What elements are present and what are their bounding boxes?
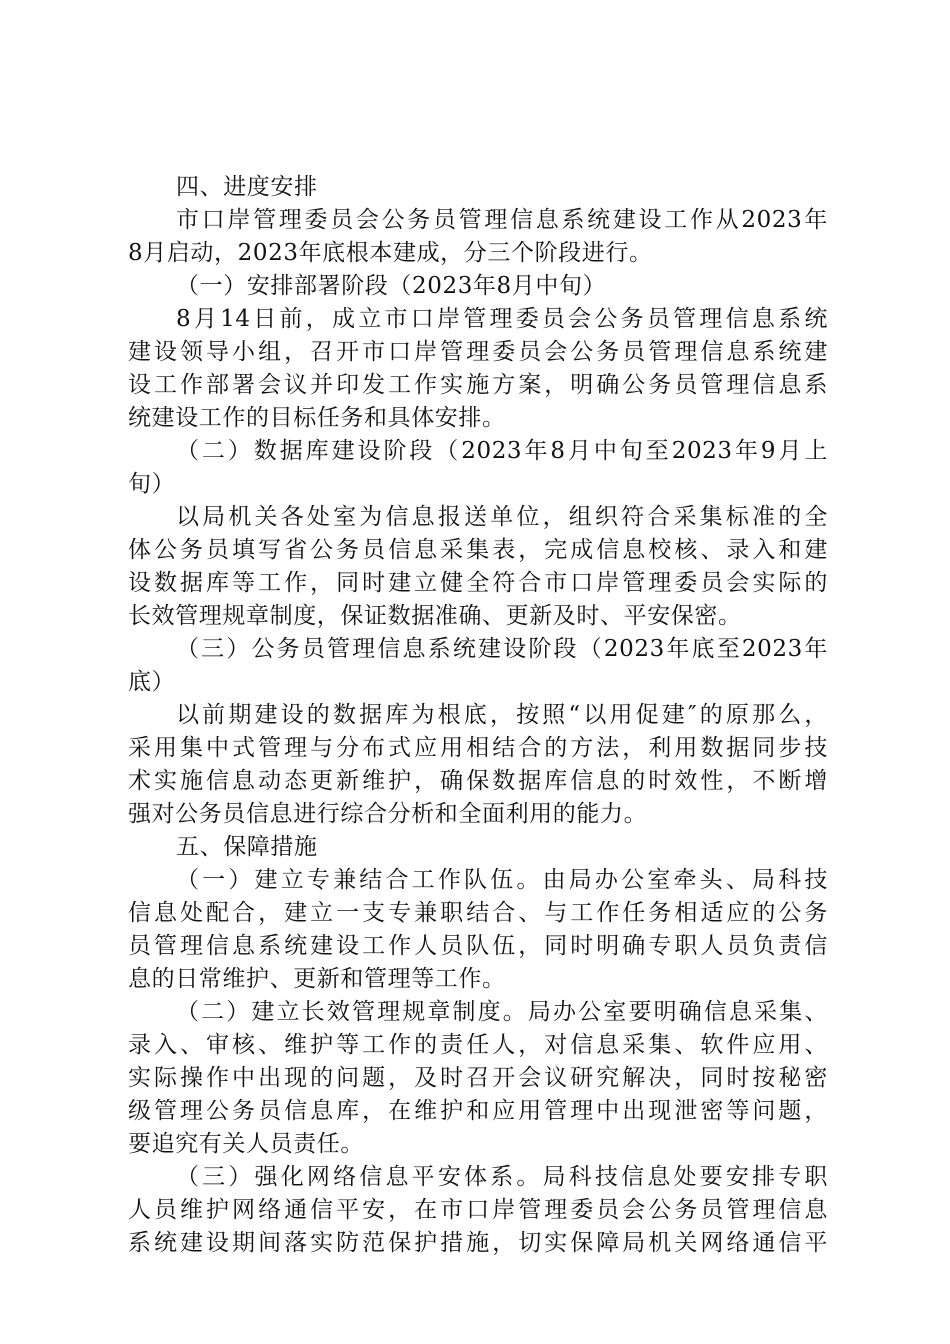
paragraph-line: 旬） [128, 471, 176, 497]
paragraph-line: 8月14日前，成立市口岸管理委员会公务员管理信息系统 [176, 306, 828, 332]
paragraph-line: 术实施信息动态更新维护，确保数据库信息的时效性，不断增 [128, 768, 828, 794]
paragraph-line: 员管理信息系统建设工作人员队伍，同时明确专职人员负责信 [128, 933, 828, 959]
paragraph-line: 实际操作中出现的问题，及时召开会议研究解决，同时按秘密 [128, 1065, 828, 1091]
section-heading-schedule: 四、进度安排 [176, 174, 318, 200]
paragraph-line: 以局机关各处室为信息报送单位，组织符合采集标准的全 [176, 504, 828, 530]
paragraph-line: 长效管理规章制度，保证数据准确、更新及时、平安保密。 [128, 603, 742, 629]
paragraph-line: 底） [128, 669, 176, 695]
paragraph-line: （二）建立长效管理规章制度。局办公室要明确信息采集、 [176, 999, 828, 1025]
subheading-phase-1: （一）安排部署阶段（2023年8月中旬） [176, 273, 607, 299]
paragraph-line: 信息处配合，建立一支专兼职结合、与工作任务相适应的公务 [128, 900, 828, 926]
paragraph-line: 息的日常维护、更新和管理等工作。 [128, 966, 506, 992]
paragraph-line: 系统建设期间落实防范保护措施，切实保障局机关网络通信平 [128, 1230, 828, 1256]
section-heading-measures: 五、保障措施 [176, 834, 318, 860]
paragraph-line: 8月启动，2023年底根本建成，分三个阶段进行。 [128, 240, 653, 266]
paragraph-line: （三）强化网络信息平安体系。局科技信息处要安排专职 [176, 1164, 828, 1190]
paragraph-line: 设工作部署会议并印发工作实施方案，明确公务员管理信息系 [128, 372, 828, 398]
paragraph-line: （一）建立专兼结合工作队伍。由局办公室牵头、局科技 [176, 867, 828, 893]
paragraph-line: 市口岸管理委员会公务员管理信息系统建设工作从2023年 [176, 207, 828, 233]
paragraph-line: 以前期建设的数据库为根底，按照“以用促建″的原那么， [176, 702, 828, 728]
paragraph-line: 人员维护网络通信平安，在市口岸管理委员会公务员管理信息 [128, 1197, 828, 1223]
paragraph-line: 录入、审核、维护等工作的责任人，对信息采集、软件应用、 [128, 1032, 828, 1058]
subheading-phase-3: （三）公务员管理信息系统建设阶段（2023年底至2023年 [176, 636, 828, 662]
paragraph-line: 设数据库等工作，同时建立健全符合市口岸管理委员会实际的 [128, 570, 828, 596]
paragraph-line: 采用集中式管理与分布式应用相结合的方法，利用数据同步技 [128, 735, 828, 761]
paragraph-line: 建设领导小组，召开市口岸管理委员会公务员管理信息系统建 [128, 339, 828, 365]
paragraph-line: 统建设工作的目标任务和具体安排。 [128, 405, 506, 431]
paragraph-line: 体公务员填写省公务员信息采集表，完成信息校核、录入和建 [128, 537, 828, 563]
paragraph-line: 强对公务员信息进行综合分析和全面利用的能力。 [128, 801, 648, 827]
paragraph-line: 级管理公务员信息库，在维护和应用管理中出现泄密等问题， [128, 1098, 828, 1124]
subheading-phase-2: （二）数据库建设阶段（2023年8月中旬至2023年9月上 [176, 438, 828, 464]
paragraph-line: 要追究有关人员责任。 [128, 1131, 364, 1157]
